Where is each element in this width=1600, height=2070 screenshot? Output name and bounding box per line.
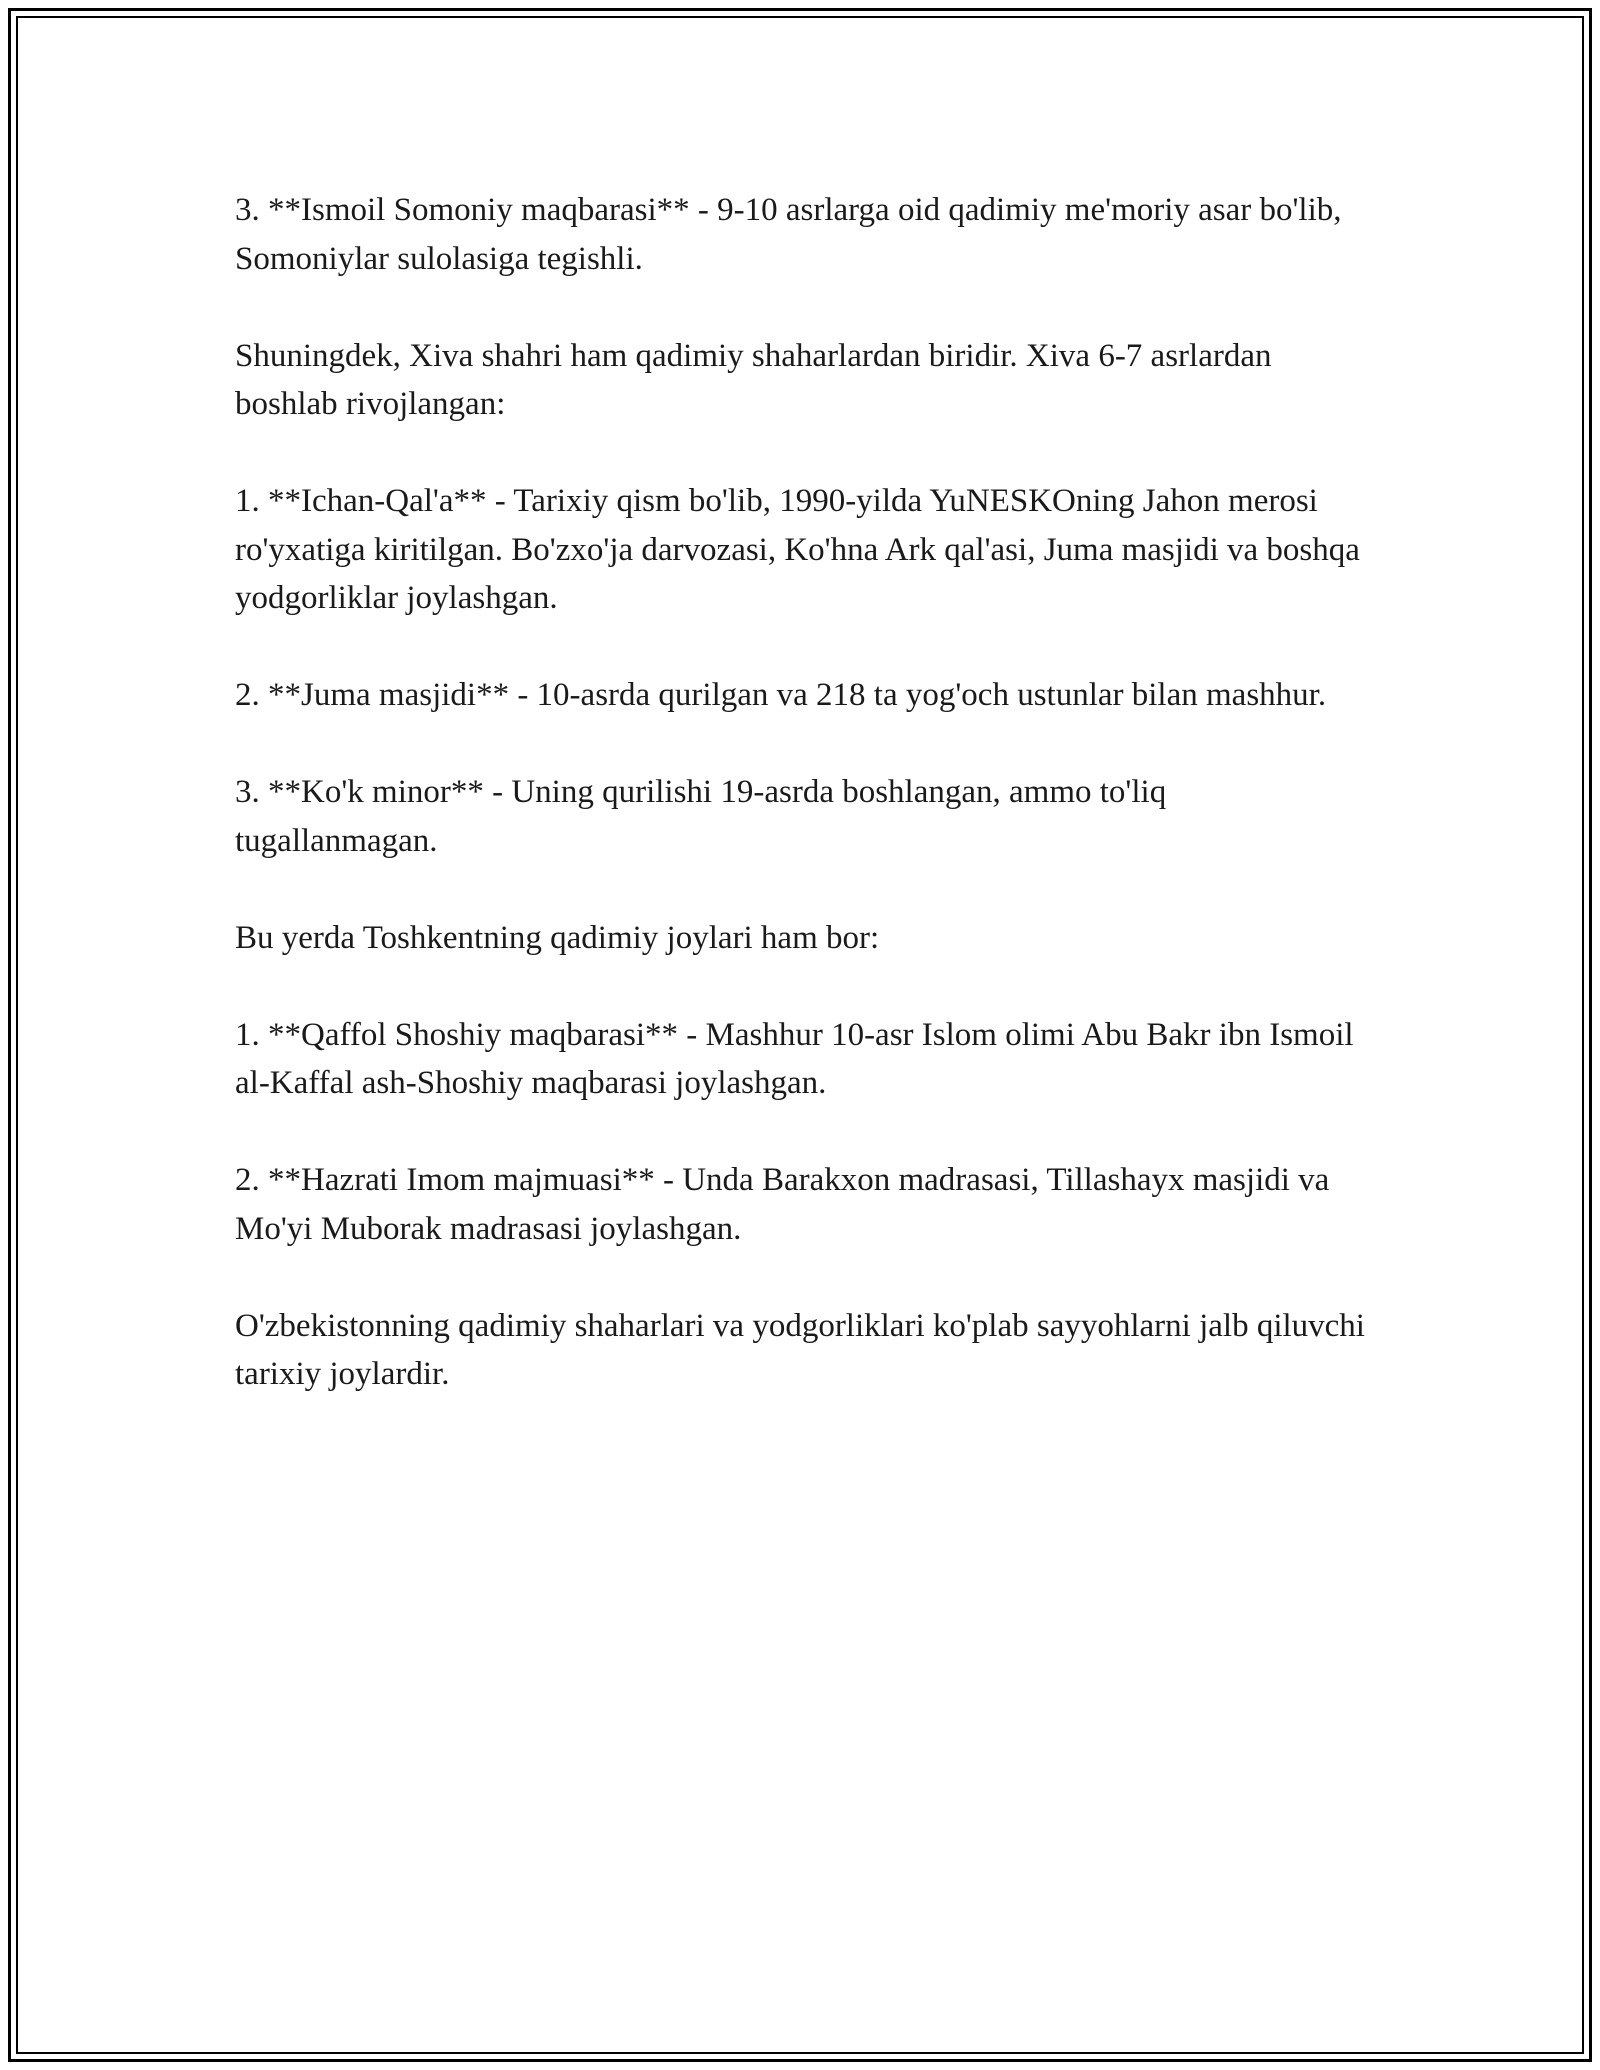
paragraph-qaffol-shoshiy: 1. **Qaffol Shoshiy maqbarasi** - Mashhur 10-asr Islom olimi Abu Bakr ibn Ismoil al-Kaffal ash-Shoshiy maqbarasi joylashgan. <box>235 1016 1354 1101</box>
document-body <box>235 186 1375 1447</box>
paragraph-conclusion: O'zbekistonning qadimiy shaharlari va yodgorliklari ko'plab sayyohlarni jalb qiluvchi tarixiy joylardir. <box>235 1307 1365 1392</box>
paragraph-juma-masjidi: 2. **Juma masjidi** - 10-asrda qurilgan va 218 ta yog'och ustunlar bilan mashhur. <box>235 677 1327 713</box>
paragraph-hazrati-imom: 2. **Hazrati Imom majmuasi** - Unda Barakxon madrasasi, Tillashayx masjidi va Mo'yi Muborak madrasasi joylashgan. <box>235 1162 1330 1247</box>
paragraph-xiva-intro: Shuningdek, Xiva shahri ham qadimiy shaharlardan biridir. Xiva 6-7 asrlardan boshlab rivojlangan: <box>235 337 1272 422</box>
paragraph-toshkent-intro: Bu yerda Toshkentning qadimiy joylari ham bor: <box>235 919 880 956</box>
paragraph-ismoil-somoniy: 3. **Ismoil Somoniy maqbarasi** - 9-10 asrlarga oid qadimiy me'moriy asar bo'lib, Somoniylar sulolasiga tegishli. <box>235 192 1342 277</box>
paragraph-ichan-qala: 1. **Ichan-Qal'a** - Tarixiy qism bo'lib, 1990-yilda YuNESKOning Jahon merosi ro'yxatiga kiritilgan. Bo'zxo'ja darvozasi, Ko'hna Ark qal'asi, Juma masjidi va boshqa yodgorliklar joylashgan. <box>235 483 1360 616</box>
paragraph-kok-minor: 3. **Ko'k minor** - Uning qurilishi 19-asrda boshlangan, ammo to'liq tugallanmagan. <box>235 774 1167 859</box>
